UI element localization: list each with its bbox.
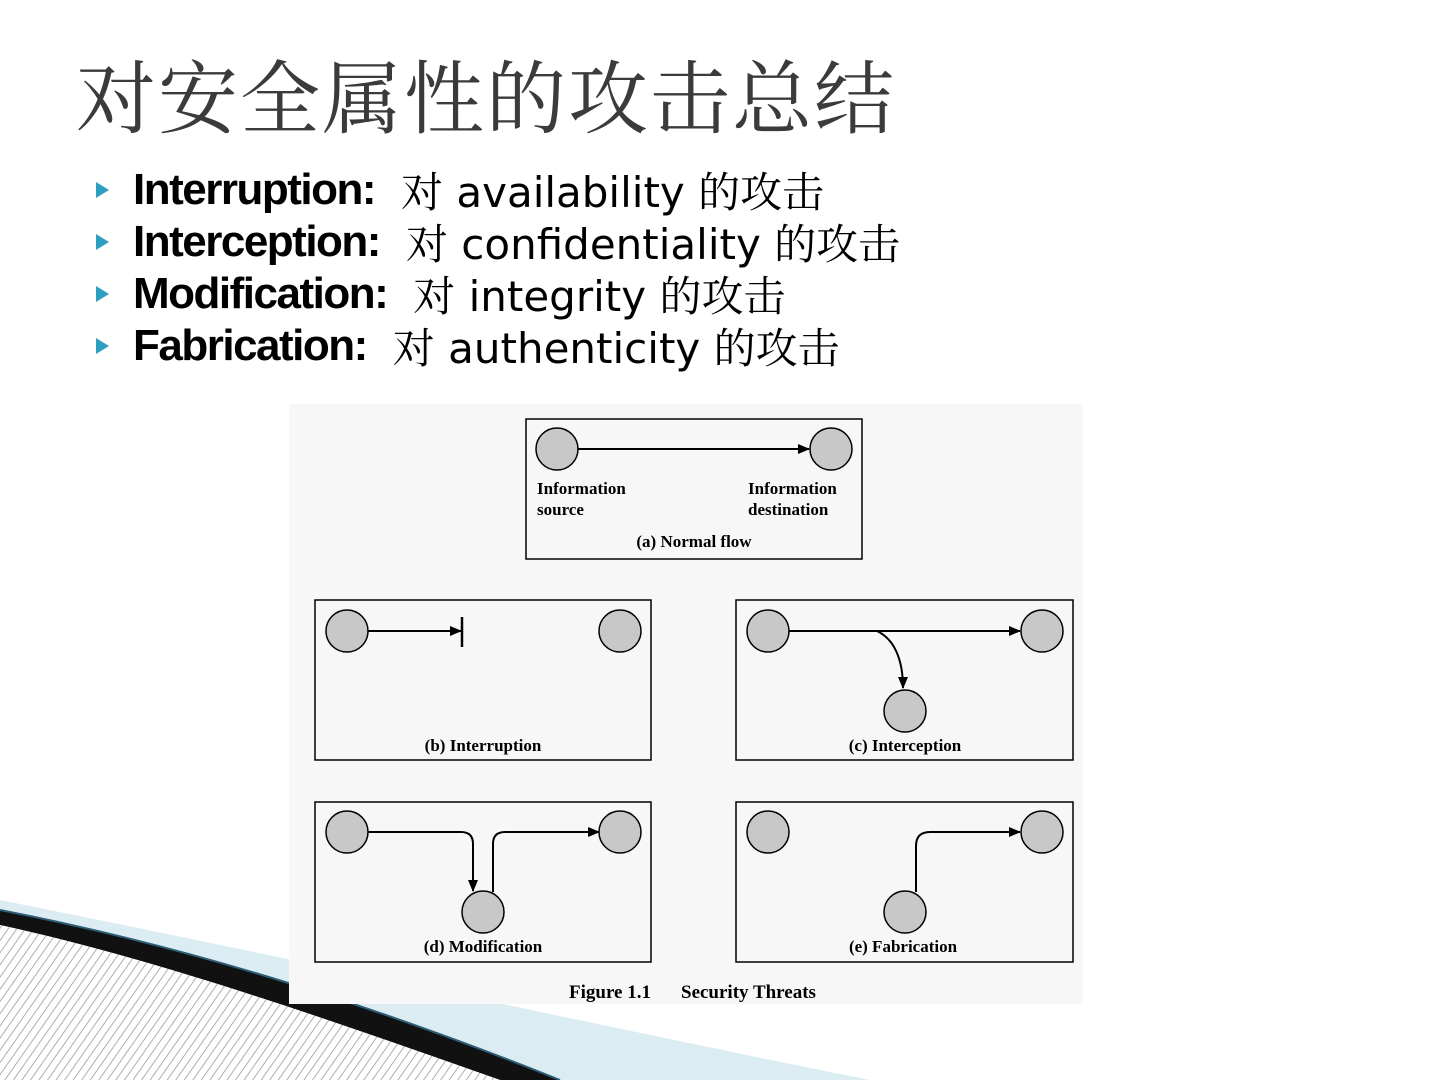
- figure-title: Security Threats: [681, 982, 816, 1003]
- bullet-description: 对 authenticity 的攻击: [392, 324, 840, 373]
- destination-node: [810, 428, 852, 470]
- interceptor-node: [884, 690, 926, 732]
- attack-summary-list: [96, 164, 900, 372]
- destination-node: [1021, 610, 1063, 652]
- bullet-description: 对 integrity 的攻击: [413, 272, 786, 321]
- fabricator-node: [884, 891, 926, 933]
- destination-label-line2: destination: [748, 500, 829, 519]
- bullet-fabrication: [96, 320, 900, 372]
- panel-caption: (b) Interruption: [424, 736, 542, 755]
- bullet-triangle-icon: [96, 286, 109, 302]
- panel-modification: [315, 802, 651, 962]
- panel-interruption: [315, 600, 651, 760]
- bullet-description: 对 availability 的攻击: [401, 168, 825, 217]
- panel-caption: (d) Modification: [423, 937, 543, 956]
- bullet-triangle-icon: [96, 182, 109, 198]
- slide-title: 对安全属性的攻击总结: [76, 53, 896, 146]
- bullet-term: Interruption:: [133, 165, 376, 214]
- source-node: [326, 610, 368, 652]
- source-node: [536, 428, 578, 470]
- panel-caption: (a) Normal flow: [636, 532, 752, 551]
- modifier-node: [462, 891, 504, 933]
- security-threats-figure: [289, 404, 1083, 1004]
- source-node: [326, 811, 368, 853]
- source-node: [747, 610, 789, 652]
- bullet-modification: [96, 268, 900, 320]
- bullet-interception: [96, 216, 900, 268]
- panel-caption: (c) Interception: [848, 736, 962, 755]
- bullet-description: 对 confidentiality 的攻击: [405, 220, 901, 269]
- source-label-line2: source: [537, 500, 584, 519]
- panel-normal-flow: [526, 419, 862, 559]
- destination-label-line1: Information: [748, 479, 837, 498]
- panel-interception: [736, 600, 1073, 760]
- bullet-triangle-icon: [96, 234, 109, 250]
- source-label-line1: Information: [537, 479, 626, 498]
- bullet-term: Interception:: [133, 217, 380, 266]
- panel-fabrication: [736, 802, 1073, 962]
- destination-node: [1021, 811, 1063, 853]
- bullet-term: Fabrication:: [133, 321, 367, 370]
- destination-node: [599, 811, 641, 853]
- destination-node: [599, 610, 641, 652]
- bullet-term: Modification:: [133, 269, 388, 318]
- bullet-triangle-icon: [96, 338, 109, 354]
- bullet-interruption: [96, 164, 900, 216]
- panel-caption: (e) Fabrication: [848, 937, 958, 956]
- figure-label: Figure 1.1: [569, 982, 651, 1003]
- source-node: [747, 811, 789, 853]
